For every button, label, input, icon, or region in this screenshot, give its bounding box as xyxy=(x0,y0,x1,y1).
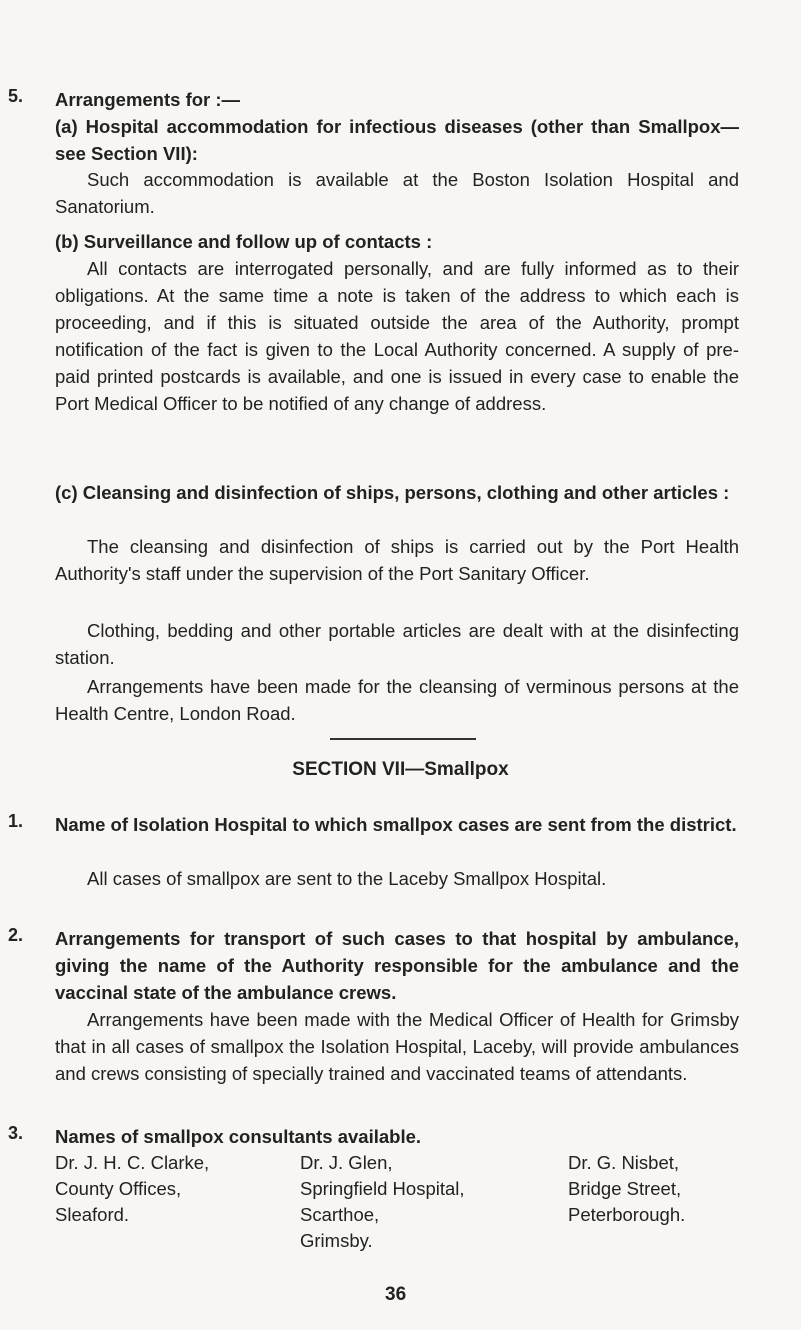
subsection-c-text-2: Clothing, bedding and other portable articles are dealt with at the disinfecting station. xyxy=(55,620,739,668)
section-title: SECTION VII—Smallpox xyxy=(292,759,509,780)
item-number: 2. xyxy=(8,925,24,945)
consultant-town: Peterborough. xyxy=(568,1204,686,1225)
subsection-c-text-3: Arrangements have been made for the cleansing of verminous persons at the Health Centre, London Road. xyxy=(55,676,739,724)
page-number: 36 xyxy=(385,1284,407,1305)
item-heading: Names of smallpox consultants available. xyxy=(55,1126,422,1147)
item-heading: Arrangements for transport of such cases to that hospital by ambulance, giving the name of the Authority responsible for the ambulance and the vaccinal state of the ambulance crews. xyxy=(55,928,739,1003)
consultant-address: County Offices, xyxy=(55,1178,182,1199)
consultant-name: Dr. G. Nisbet, xyxy=(568,1152,680,1173)
item-heading: Name of Isolation Hospital to which smallpox cases are sent from the district. xyxy=(55,814,737,835)
consultant-name: Dr. J. H. C. Clarke, xyxy=(55,1152,210,1173)
item-text: All cases of smallpox are sent to the Laceby Smallpox Hospital. xyxy=(87,868,607,889)
consultant-entry xyxy=(300,1150,465,1254)
item-text: Arrangements have been made with the Medical Officer of Health for Grimsby that in all cases of smallpox the Isolation Hospital, Laceby, will provide ambulances and crews consisting of specially trained and vaccinated teams of attendants. xyxy=(55,1009,739,1084)
consultant-town: Sleaford. xyxy=(55,1204,130,1225)
consultant-entry xyxy=(568,1150,685,1228)
subsection-b-text: All contacts are interrogated personally, and are fully informed as to their obligations. At the same time a note is taken of the address to which each is proceeding, and if this is situated outside the area of the Authority, prompt notification of the fact is given to the Local Authority concerned. A supply of pre-paid printed postcards is available, and one is issued in every case to enable the Port Medical Officer to be notified of any change of address. xyxy=(55,258,739,414)
item-number: 1. xyxy=(8,811,24,831)
subsection-b-label: (b) Surveillance and follow up of contacts : xyxy=(55,231,433,252)
consultant-name: Dr. J. Glen, xyxy=(300,1152,393,1173)
subsection-c-label: (c) Cleansing and disinfection of ships, persons, clothing and other articles : xyxy=(55,482,730,503)
item-number: 5. xyxy=(8,86,24,106)
item-heading: Arrangements for :— xyxy=(55,89,241,110)
subsection-a-text: Such accommodation is available at the Boston Isolation Hospital and Sanatorium. xyxy=(55,169,739,217)
consultant-entry xyxy=(55,1150,209,1228)
consultant-town: Scarthoe, xyxy=(300,1204,380,1225)
consultant-address: Springfield Hospital, xyxy=(300,1178,465,1199)
subsection-a-label: (a) Hospital accommodation for infectious diseases (other than Smallpox—see Section VII): xyxy=(55,116,739,164)
section-divider xyxy=(330,738,476,740)
consultant-extra: Grimsby. xyxy=(300,1230,373,1251)
consultant-address: Bridge Street, xyxy=(568,1178,682,1199)
subsection-c-text-1: The cleansing and disinfection of ships is carried out by the Port Health Authority's staff under the supervision of the Port Sanitary Officer. xyxy=(55,536,739,584)
item-number: 3. xyxy=(8,1123,24,1143)
